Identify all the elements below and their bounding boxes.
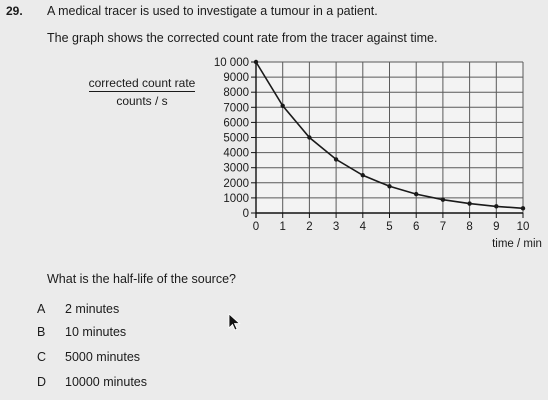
- option-c-letter: C: [37, 350, 47, 364]
- x-tick-label: 6: [412, 221, 420, 233]
- y-tick-label: 9000: [223, 72, 249, 85]
- question-intro: A medical tracer is used to investigate a tumour in a patient.: [47, 4, 378, 18]
- x-tick-label: 4: [359, 221, 367, 233]
- y-tick-label: 2000: [223, 177, 249, 190]
- option-b-text: 10 minutes: [65, 325, 127, 339]
- y-tick-label: 8000: [223, 87, 249, 100]
- x-tick-label: 3: [332, 221, 340, 233]
- option-a[interactable]: [37, 302, 119, 316]
- y-tick-label: 3000: [223, 162, 249, 175]
- x-tick-label: 2: [306, 221, 313, 233]
- option-c[interactable]: [37, 350, 140, 364]
- y-tick-label: 1000: [223, 192, 249, 205]
- y-axis-label-unit: counts / s: [116, 94, 168, 108]
- option-b-letter: B: [37, 325, 46, 339]
- x-axis-label: time / min: [492, 238, 542, 250]
- data-point: [281, 104, 285, 108]
- x-tick-label: 1: [279, 221, 286, 233]
- y-tick-label: 0: [242, 208, 249, 220]
- x-tick-label: 7: [439, 221, 447, 233]
- y-tick-label: 5000: [223, 132, 249, 145]
- option-a-letter: A: [37, 302, 46, 316]
- x-tick-label: 9: [493, 221, 500, 233]
- y-tick-label: 7000: [223, 102, 249, 115]
- option-b[interactable]: [37, 325, 126, 339]
- y-axis-label-quantity: corrected count rate: [88, 76, 196, 90]
- x-tick-label: 0: [252, 221, 260, 233]
- data-point: [334, 157, 338, 161]
- data-point: [521, 206, 525, 210]
- data-point: [441, 198, 445, 202]
- y-tick-label: 10 000: [213, 57, 249, 69]
- option-c-text: 5000 minutes: [65, 350, 141, 364]
- y-tick-label: 4000: [223, 147, 249, 160]
- option-a-text: 2 minutes: [65, 302, 120, 316]
- data-point: [361, 173, 365, 177]
- data-point: [414, 192, 418, 196]
- data-point: [254, 60, 258, 64]
- question-number: 29.: [6, 4, 23, 18]
- mouse-pointer-icon: [228, 313, 242, 331]
- data-point: [467, 201, 471, 205]
- option-d-letter: D: [37, 375, 47, 389]
- data-point: [387, 184, 391, 188]
- question-prompt: What is the half-life of the source?: [47, 272, 236, 286]
- x-tick-label: 5: [386, 221, 393, 233]
- x-tick-label: 10: [516, 221, 530, 233]
- x-tick-label: 8: [466, 221, 473, 233]
- option-d-text: 10000 minutes: [65, 375, 148, 389]
- data-point: [307, 135, 311, 139]
- y-tick-label: 6000: [223, 117, 249, 130]
- option-d[interactable]: [37, 375, 147, 389]
- data-point: [494, 204, 498, 208]
- graph-caption: The graph shows the corrected count rate from the tracer against time.: [47, 31, 438, 45]
